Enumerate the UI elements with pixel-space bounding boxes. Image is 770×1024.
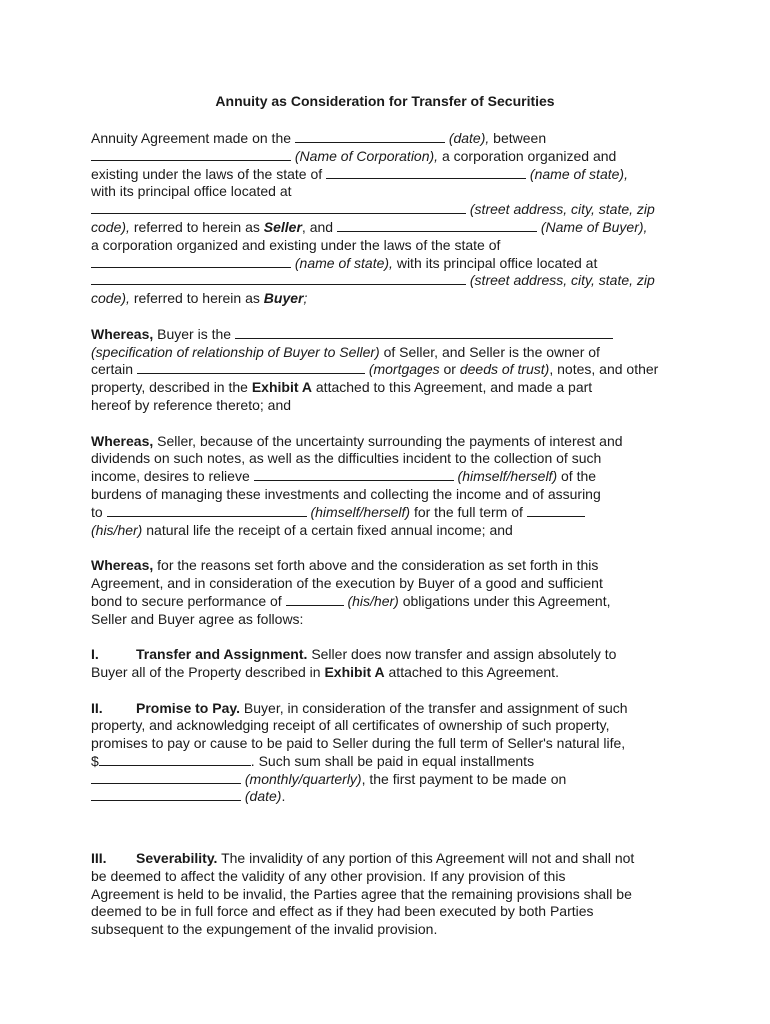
first-payment-date-blank[interactable] bbox=[91, 788, 241, 801]
installment-blank[interactable] bbox=[91, 771, 241, 784]
amount-blank[interactable] bbox=[99, 753, 251, 766]
section-number: II. bbox=[91, 699, 103, 716]
section-severability: III. Severability. The invalidity of any portion of this Agreement will not and shall not be deemed to affect the validity of any other provision. If any provision of this Agreement is held to be invalid, the Parties agree that the remaining provisions shall be deemed to be in full force and effect as if they had been executed by both Parties subsequent to the expungement of the invalid provision. bbox=[91, 850, 635, 938]
seller-term: Seller bbox=[263, 218, 302, 235]
whereas-paragraph-3: Whereas, for the reasons set forth above and the consideration as set forth in this Agreement, and in consideration of the execution by Buyer of a good and sufficient bond to secure performance of (his/her) obligations under this Agreement, Seller and Buyer agree as follows: bbox=[91, 557, 611, 627]
section-heading: Transfer and Assignment. bbox=[136, 646, 308, 663]
buyer-address-blank[interactable] bbox=[91, 272, 466, 285]
pronoun-blank-1[interactable] bbox=[527, 504, 585, 517]
whereas-paragraph-2: Whereas, Seller, because of the uncertainty surrounding the payments of interest and dividends on such notes, as well as the difficulties incident to the collection of such income, desires to relieve (himself/herself) of the burdens of managing these investments and collecting the income and of assuring to (himself/herself) for the full term of (his/her) natural life the receipt of a certain fixed annual income; and bbox=[91, 432, 623, 538]
section-heading: Promise to Pay. bbox=[136, 699, 241, 716]
section-number: III. bbox=[91, 850, 107, 867]
document-body bbox=[91, 130, 691, 939]
exhibit-a-reference: Exhibit A bbox=[324, 663, 385, 680]
assure-person-blank[interactable] bbox=[107, 504, 307, 517]
seller-address-blank[interactable] bbox=[91, 201, 466, 214]
relationship-blank[interactable] bbox=[235, 326, 613, 339]
buyer-state-blank[interactable] bbox=[91, 255, 291, 268]
relieve-person-blank[interactable] bbox=[254, 468, 454, 481]
date-blank[interactable] bbox=[295, 130, 445, 143]
whereas-paragraph-1: Whereas, Buyer is the (specification of relationship of Buyer to Seller) of Seller, and Seller is the owner of certain (mortgages or deeds of trust), notes, and other property, described in the Exhibit A attached to this Agreement, and made a part hereof by reference thereto; and bbox=[91, 325, 659, 413]
buyer-term: Buyer bbox=[263, 290, 304, 307]
pronoun-blank-2[interactable] bbox=[286, 593, 344, 606]
state-blank[interactable] bbox=[326, 166, 526, 179]
section-heading: Severability. bbox=[136, 850, 218, 867]
section-promise-to-pay: II. Promise to Pay. Buyer, in consideration of the transfer and assignment of such property, and acknowledging receipt of all certificates of ownership of such property, promises to pay or cause to be paid to Seller during the full term of Seller's natural life, $ . Such sum shall be paid in equal installments (monthly/quarterly), the first payment to be made on (date). bbox=[91, 699, 628, 805]
section-number: I. bbox=[91, 646, 99, 663]
security-type-blank[interactable] bbox=[137, 361, 365, 374]
section-transfer-assignment: I. Transfer and Assignment. Seller does now transfer and assign absolutely to Buyer all of the Property described in Exhibit A attached to this Agreement. bbox=[91, 646, 617, 680]
opening-paragraph: Annuity Agreement made on the (date), between (Name of Corporation), a corporation organized and existing under the laws of the state of (name of state), with its principal office located at (street address, city, state, zip code), referred to herein as Seller, and (Name of Buyer), a corporation organized and existing under the laws of the state of (name of state), with its principal office located at (street address, city, state, zip code), referred to herein as Buyer; bbox=[91, 130, 655, 307]
corporation-name-blank[interactable] bbox=[91, 148, 291, 161]
exhibit-a-reference: Exhibit A bbox=[251, 379, 312, 396]
buyer-name-blank[interactable] bbox=[337, 219, 537, 232]
document-title: Annuity as Consideration for Transfer of Securities bbox=[215, 93, 555, 109]
